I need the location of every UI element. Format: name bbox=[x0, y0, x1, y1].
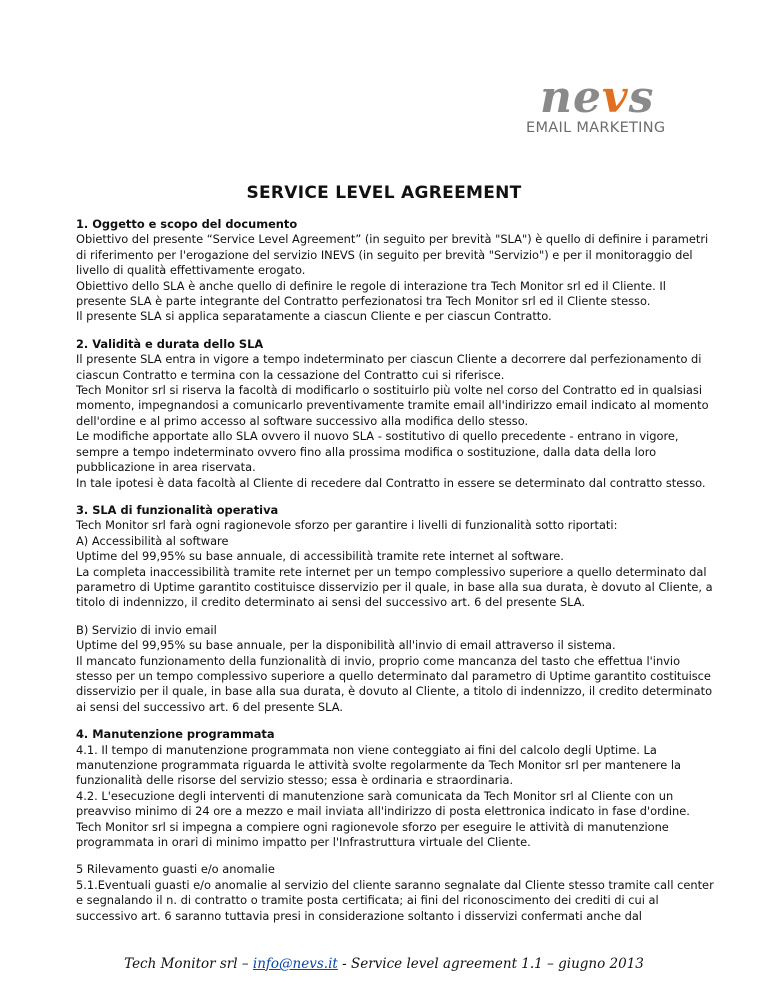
section-paragraph: La completa inaccessibilità tramite rete internet per un tempo complessivo superiore a quello determinato dal parametro di Uptime garantito costituisce disservizio per il quale, in base alla sua durata, è dovuto al Cliente, a titolo di indennizzo, il credito determinato ai sensi del successivo art. 6 del presente SLA. bbox=[76, 564, 713, 610]
section-heading: 2. Validità e durata dello SLA bbox=[76, 336, 264, 351]
section-paragraph: 4.2. L'esecuzione degli interventi di manutenzione sarà comunicata da Tech Monitor srl al Cliente con un preavviso minimo di 24 ore a mezzo e mail inviata all'indirizzo di posta elettronica indicato in fase d'ordine. Tech Monitor srl si impegna a compiere ogni ragionevole sforzo per eseguire le attività di manutenzione programmata in orari di minimo impatto per l'Infrastruttura virtuale del Cliente. bbox=[76, 788, 690, 850]
section-paragraph: Uptime del 99,95% su base annuale, di accessibilità tramite rete internet al software. bbox=[76, 549, 564, 564]
section-paragraph: Obiettivo del presente “Service Level Agreement” (in seguito per brevità "SLA") è quello di definire i parametri di riferimento per l'erogazione del servizio INEVS (in seguito per brevità "Servizio") e per il monitoraggio del livello di qualità effettivamente erogato. bbox=[76, 232, 709, 278]
section-paragraph: A) Accessibilità al software bbox=[76, 533, 229, 548]
section-paragraph: Uptime del 99,95% su base annuale, per la disponibilità all'invio di email attraverso il sistema. bbox=[76, 638, 616, 653]
section-paragraph: Obiettivo dello SLA è anche quello di definire le regole di interazione tra Tech Monitor srl ed il Cliente. Il presente SLA è parte integrante del Contratto perfezionatosi tra Tech Monitor srl ed il Cliente stesso. bbox=[76, 278, 666, 309]
footer-doc-info: - Service level agreement 1.1 – giugno 2013 bbox=[337, 956, 644, 972]
section-2 bbox=[76, 337, 716, 491]
page-footer bbox=[0, 956, 768, 972]
section-heading: 4. Manutenzione programmata bbox=[76, 727, 275, 742]
section-paragraph: Le modifiche apportate allo SLA ovvero il nuovo SLA - sostitutivo di quello precedente - entrano in vigore, sempre a tempo indeterminato ovvero fino alla prossima modifica o sostituzione, dalla data della loro pubblicazione in area riservata. bbox=[76, 429, 679, 475]
nevs-logo bbox=[526, 72, 686, 140]
section-4 bbox=[76, 623, 716, 715]
document-body bbox=[76, 217, 716, 936]
section-paragraph: Il mancato funzionamento della funzionalità di invio, proprio come mancanza del tasto che effettua l'invio stesso per un tempo complessivo superiore a quello determinato dal parametro di Uptime garantito costituisce disservizio per il quale, in base alla sua durata, è dovuto al Cliente, a titolo di indennizzo, il credito determinato ai sensi del successivo art. 6 del presente SLA. bbox=[76, 653, 713, 714]
section-heading: 5 Rilevamento guasti e/o anomalie bbox=[76, 862, 275, 877]
section-paragraph: Il presente SLA entra in vigore a tempo indeterminato per ciascun Cliente a decorrere dal perfezionamento di ciascun Contratto e termina con la cessazione del Contratto cui si riferisce. bbox=[76, 352, 702, 382]
section-paragraph: 4.1. Il tempo di manutenzione programmata non viene conteggiato ai fini del calcolo degli Uptime. La manutenzione programmata riguarda le attività svolte regolarmente da Tech Monitor srl per mantenere la funzionalità delle risorse del servizio stesso; essa è ordinaria e straordinaria. bbox=[76, 742, 681, 788]
section-paragraph: B) Servizio di invio email bbox=[76, 622, 217, 637]
logo-tagline: EMAIL MARKETING bbox=[526, 120, 666, 136]
section-paragraph: 5.1.Eventuali guasti e/o anomalie al servizio del cliente saranno segnalate dal Cliente stesso tramite call center e segnalando il n. di contratto o tramite posta certificata; ai fini del riconoscimento dei crediti di cui al successivo art. 6 saranno tuttavia presi in considerazione soltanto i disservizi confermati anche dal bbox=[76, 877, 714, 923]
section-paragraph: Tech Monitor srl si riserva la facoltà di modificarlo o sostituirlo più volte nel corso del Contratto ed in qualsiasi momento, impegnandosi a comunicarlo preventivamente tramite email all'indirizzo email indicato al momento dell'ordine e al primo accesso al software successivo alla modifica dello stesso. bbox=[76, 383, 709, 428]
section-paragraph: Il presente SLA si applica separatamente a ciascun Cliente e per ciascun Contratto. bbox=[76, 309, 552, 324]
logo-wordmark: nevs bbox=[540, 72, 655, 123]
section-3 bbox=[76, 503, 716, 611]
section-paragraph: In tale ipotesi è data facoltà al Cliente di recedere dal Contratto in essere se determinato dal contratto stesso. bbox=[76, 475, 706, 490]
section-6 bbox=[76, 862, 716, 924]
section-5 bbox=[76, 727, 716, 850]
document-title: SERVICE LEVEL AGREEMENT bbox=[246, 183, 522, 203]
section-heading: 3. SLA di funzionalità operativa bbox=[76, 502, 279, 517]
footer-company: Tech Monitor srl – bbox=[124, 956, 253, 972]
footer-email-link[interactable]: info@nevs.it bbox=[252, 956, 338, 972]
section-1 bbox=[76, 217, 716, 325]
section-paragraph: Tech Monitor srl farà ogni ragionevole sforzo per garantire i livelli di funzionalità sotto riportati: bbox=[76, 518, 618, 533]
section-heading: 1. Oggetto e scopo del documento bbox=[76, 217, 298, 231]
